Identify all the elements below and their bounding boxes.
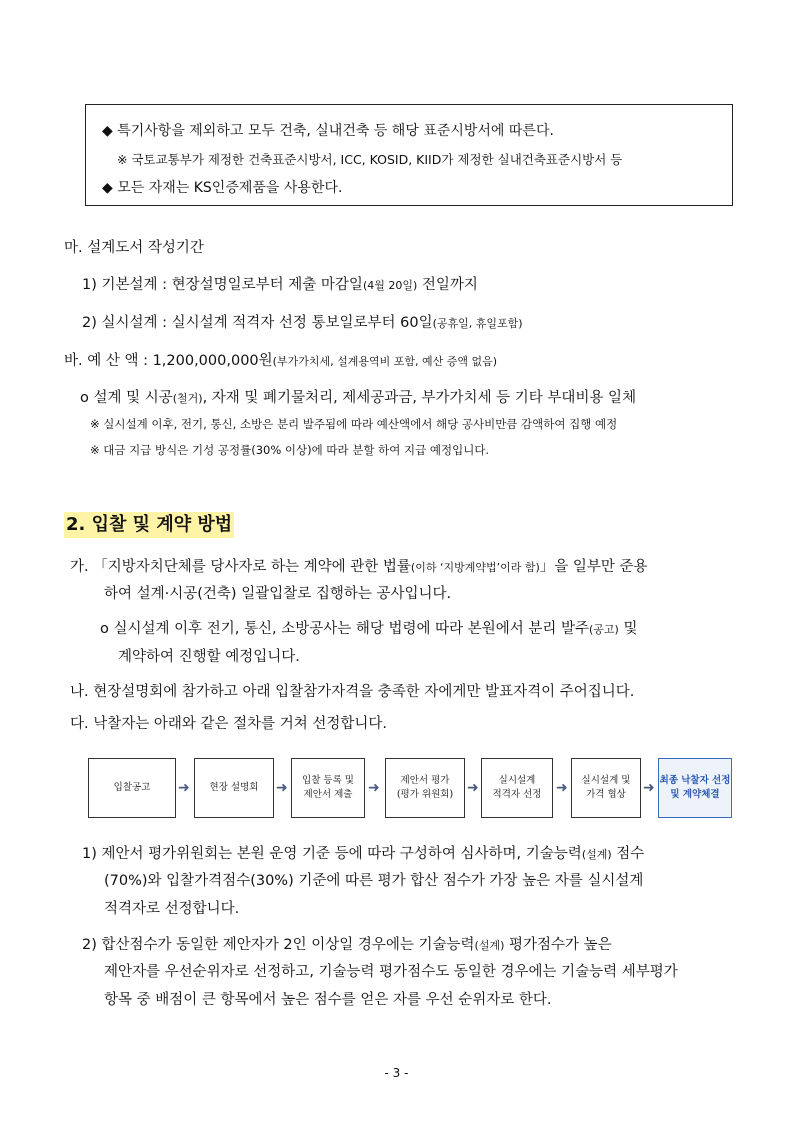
budget-line [64,349,497,370]
i2-b: 평가점수가 높은 [504,937,612,953]
flow-step-5: 실시설계 적격자 선정 [481,758,553,818]
arrow-right-icon: ➜ [276,780,288,796]
budget-note-2: ※ 대금 지급 방식은 기성 공정률(30% 이상)에 따라 분할 하여 지급 예정입니다. [90,443,490,457]
basic-tail: 전일까지 [417,277,478,293]
arrow-right-icon: ➜ [643,780,655,796]
o-b: 및 [618,621,638,637]
notice-line-3: ◆ 모든 자재는 KS인증제품을 사용한다. [102,180,343,196]
budget-main: 바. 예 산 액 : 1,200,000,000원 [64,353,273,369]
item-2-line-2: 제안자를 우선순위자로 선정하고, 기술능력 평가점수도 동일한 경우에는 기술능력 세부평가 [104,964,678,980]
flow-step-3: 입찰 등록 및 제안서 제출 [291,758,365,818]
i2-a: 2) 합산점수가 동일한 제안자가 2인 이상일 경우에는 기술능력 [82,937,475,953]
ga-line-2: 하여 설계·시공(건축) 일괄입찰로 집행하는 공사입니다. [104,586,452,602]
na-line: 나. 현장설명회에 참가하고 아래 입찰참가자격을 충족한 자에게만 발표자격이 주어집니다. [70,684,635,700]
item-1-line-1 [82,842,644,863]
i1-b: 점수 [611,846,645,862]
notice-line-2: ※ 국토교통부가 제정한 건축표준시방서, ICC, KOSID, KIID가 제정한 실내건축표준시방서 등 [117,152,623,167]
arrow-right-icon: ➜ [368,780,380,796]
item-2-line-3: 항목 중 배점이 큰 항목에서 높은 점수를 얻은 자를 우선 순위자로 한다. [104,992,552,1008]
item-2-line-1 [82,933,612,954]
basic-main: 1) 기본설계 : 현장설명일로부터 제출 마감일 [82,277,363,293]
page-number: - 3 - [384,1066,409,1080]
budget-small: (부가가치세, 설계용역비 포함, 예산 증액 없음) [272,355,497,368]
ga-a: 가. 「지방자치단체를 당사자로 하는 계약에 관한 법률 [70,559,411,575]
o-a: o 실시설계 이후 전기, 통신, 소방공사는 해당 법령에 따라 본원에서 분리 발주 [100,621,589,637]
o-line-1 [100,617,637,638]
detail-small: (공휴일, 휴일포함) [432,317,523,330]
budget-note-1: ※ 실시설계 이후, 전기, 통신, 소방은 분리 발주됨에 따라 예산액에서 해당 공사비만큼 감액하여 집행 예정 [90,417,618,431]
i1-a: 1) 제안서 평가위원회는 본원 운영 기준 등에 따라 구성하여 심사하며, 기술능력 [82,846,582,862]
da-line: 다. 낙찰자는 아래와 같은 절차를 거쳐 선정합니다. [70,716,388,732]
scope-small: (철거) [172,392,203,405]
scope-b: , 자재 및 폐기물처리, 제세공과금, 부가가치세 등 기타 부대비용 일체 [202,390,637,406]
i2-small: (설계) [474,939,505,952]
scope-a: o 설계 및 시공 [80,390,173,406]
notice-line-1: ◆ 특기사항을 제외하고 모두 건축, 실내건축 등 해당 표준시방서에 따른다. [102,123,554,139]
arrow-right-icon: ➜ [556,780,568,796]
ga-small: (이하 ‘지방계약법’이라 함) [410,561,540,574]
section-heading: 2. 입찰 및 계약 방법 [64,512,234,538]
item-1-line-2: (70%)와 입찰가격점수(30%) 기준에 따른 평가 합산 점수가 가장 높은 자를 실시설계 [104,873,644,889]
detail-main: 2) 실시설계 : 실시설계 적격자 선정 통보일로부터 60일 [82,315,433,331]
design-period-basic [82,273,478,294]
flow-step-4: 제안서 평가 (평가 위원회) [385,758,465,818]
flow-step-7: 최종 낙찰자 선정 및 계약체결 [658,758,732,818]
i1-small: (설계) [581,848,612,861]
flow-step-6: 실시설계 및 가격 협상 [571,758,641,818]
budget-scope [80,386,636,407]
o-line-2: 계약하여 진행할 예정입니다. [118,649,300,665]
arrow-right-icon: ➜ [178,780,190,796]
flow-step-2: 현장 설명회 [194,758,274,818]
ga-b: 」을 일부만 준용 [539,559,648,575]
o-small: (공고) [589,623,619,636]
arrow-right-icon: ➜ [467,780,479,796]
design-period-title: 마. 설계도서 작성기간 [64,240,204,256]
item-1-line-3: 적격자로 선정합니다. [104,901,240,917]
flow-step-1: 입찰공고 [88,758,176,818]
ga-line-1 [70,555,648,576]
basic-small: (4월 20일) [362,279,418,292]
design-period-detail [82,311,523,332]
